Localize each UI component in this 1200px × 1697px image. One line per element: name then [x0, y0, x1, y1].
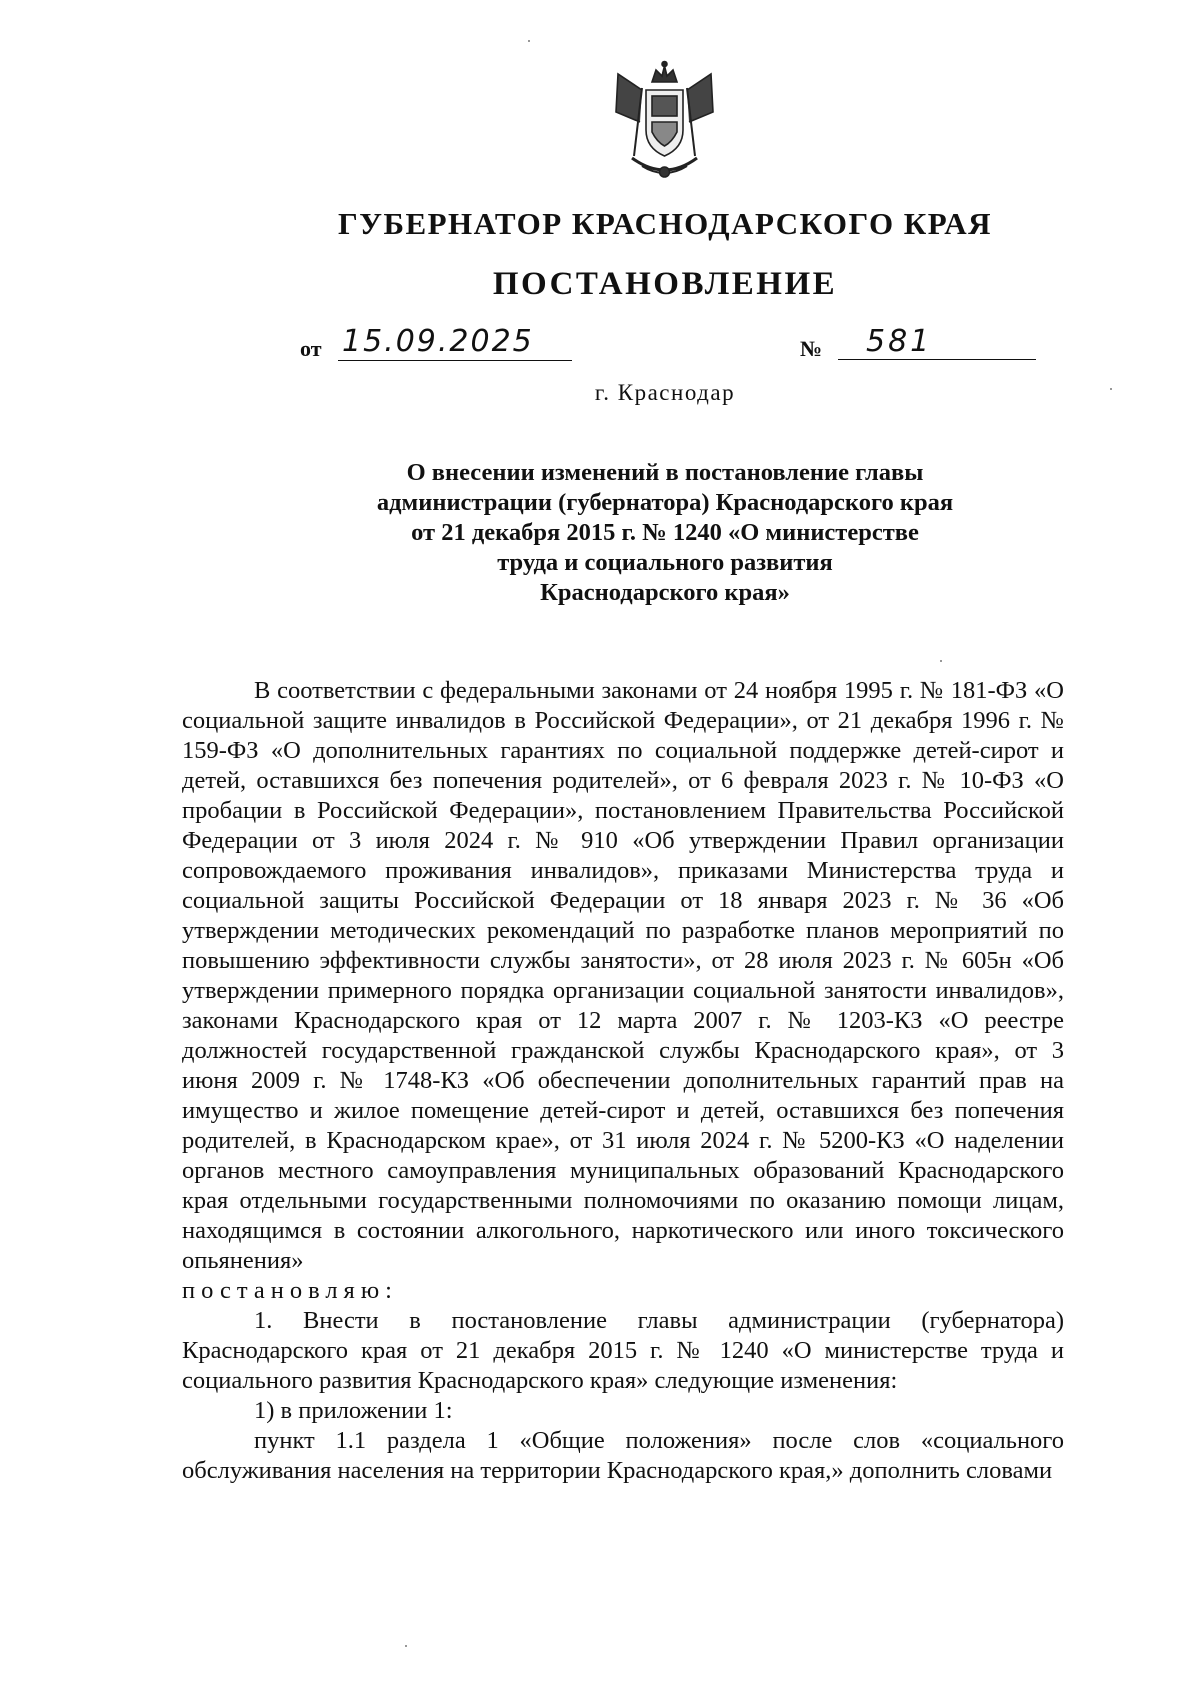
scan-speck	[940, 660, 942, 662]
document-title	[300, 458, 1030, 608]
item-1-subitem: 1) в приложении 1:	[254, 1397, 453, 1424]
date-value: 15.09.2025	[338, 324, 572, 361]
title-line: труда и социального развития	[497, 549, 833, 576]
date-number-row	[300, 324, 1040, 368]
title-line: администрации (губернатора) Краснодарского края	[376, 489, 954, 516]
city-of-issue: г. Краснодар	[594, 380, 736, 405]
scan-speck	[405, 1645, 407, 1647]
number-value: 581	[838, 324, 1036, 360]
title-line: Краснодарского края»	[540, 579, 790, 606]
item-1-subitem-text: пункт 1.1 раздела 1 «Общие положения» после слов «социального обслуживания населения на территории Краснодарского края,» дополнить словами	[182, 1427, 1064, 1484]
preamble-paragraph: В соответствии с федеральными законами от 24 ноября 1995 г. № 181-ФЗ «О социальной защите инвалидов в Российской Федерации», от 21 декабря 1996 г. № 159-ФЗ «О дополнительных гарантиях по социальной поддержке детей-сирот и детей, оставшихся без попечения родителей», от 6 февраля 2023 г. № 10-ФЗ «О пробации в Российской Федерации», постановлением Правительства Российской Федерации от 3 июля 2024 г. № 910 «Об утверждении Правил организации сопровождаемого проживания инвалидов», приказами Министерства труда и социальной защиты Российской Федерации от 18 января 2023 г. № 36 «Об утверждении методических рекомендаций по разработке планов мероприятий по повышению эффективности службы занятости», от 28 июля 2023 г. № 605н «Об утверждении примерного порядка организации социальной занятости инвалидов», законами Краснодарского края от 12 марта 2007 г. № 1203-КЗ «О реестре должностей государственной гражданской службы Краснодарского края», от 3 июня 2009 г. № 1748-КЗ «Об обеспечении дополнительных гарантий прав на имущество и жилое помещение детей-сирот и детей, оставшихся без попечения родителей, в Краснодарском крае», от 31 июля 2024 г. № 5200-КЗ «О наделении органов местного самоуправления муниципальных образований Краснодарского края отдельными государственными полномочиями по оказанию помощи лицам, находящимся в состоянии алкогольного, наркотического или иного токсического опьянения»	[182, 677, 1064, 1274]
issuing-authority: ГУБЕРНАТОР КРАСНОДАРСКОГО КРАЯ	[337, 206, 993, 241]
item-1-paragraph: 1. Внести в постановление главы администрации (губернатора) Краснодарского края от 21 декабря 2015 г. № 1240 «О министерстве труда и социального развития Краснодарского края» следующие изменения:	[182, 1307, 1064, 1394]
scan-speck	[528, 40, 530, 42]
coat-of-arms-icon	[612, 60, 717, 185]
document-type: ПОСТАНОВЛЕНИЕ	[492, 266, 838, 302]
document-body	[182, 676, 1064, 1486]
resolve-word: постановляю:	[182, 1277, 398, 1304]
title-line: О внесении изменений в постановление главы	[406, 459, 924, 486]
date-label: от	[300, 336, 322, 361]
number-label: №	[800, 336, 823, 361]
scan-speck	[1110, 388, 1112, 390]
title-line: от 21 декабря 2015 г. № 1240 «О министерстве	[411, 519, 919, 546]
